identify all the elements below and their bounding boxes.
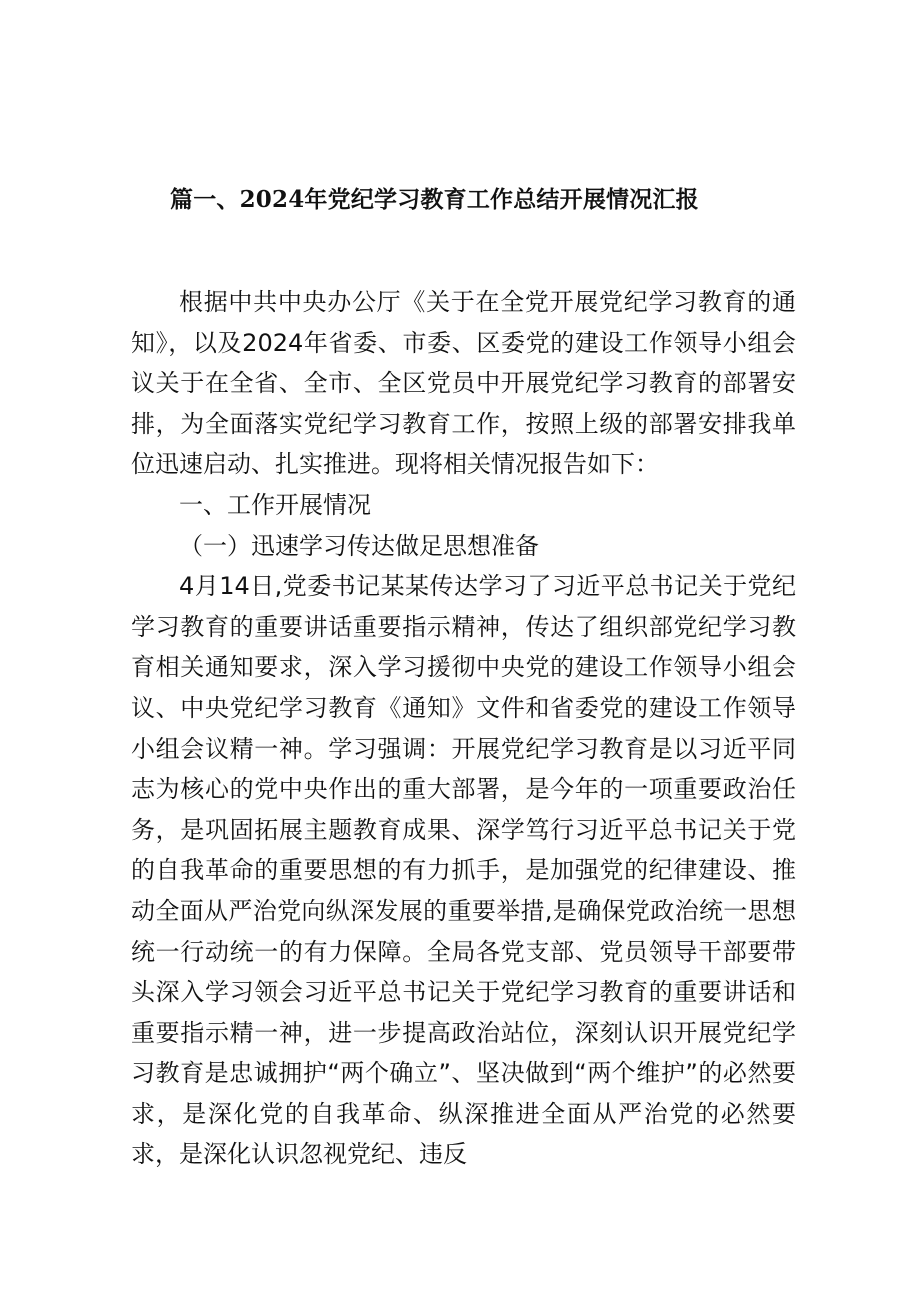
section-heading: 一、工作开展情况	[179, 490, 371, 519]
intro-paragraph: 根据中共中央办公厅《关于在全党开展党纪学习教育的通知》，以及2024年省委、市委、区委党的建设工作领导小组会议关于在全省、全市、全区党员中开展党纪学习教育的部署安排，为全面落实党纪学习教育工作，按照上级的部署安排我单位迅速启动、扎实推进。现将相关情况报告如下：	[131, 288, 796, 479]
subsection-heading: （一）迅速学习传达做足思想准备	[179, 531, 539, 560]
document-title: 篇一、2024年党纪学习教育工作总结开展情况汇报	[170, 186, 699, 213]
body-paragraph: 4月14日,党委书记某某传达学习了习近平总书记关于党纪学习教育的重要讲话重要指示精神，传达了组织部党纪学习教育相关通知要求，深入学习援彻中央党的建设工作领导小组会议、中央党纪学习教育《通知》文件和省委党的建设工作领导小组会议精一神。学习强调：开展党纪学习教育是以习近平同志为核心的党中央作出的重大部署，是今年的一项重要政治任务，是巩固拓展主题教育成果、深学笃行习近平总书记关于党的自我革命的重要思想的有力抓手，是加强党的纪律建设、推动全面从严治党向纵深发展的重要举措,是确保党政治统一思想统一行动统一的有力保障。全局各党支部、党员领导干部要带头深入学习领会习近平总书记关于党纪学习教育的重要讲话和重要指示精一神，进一步提高政治站位，深刻认识开展党纪学习教育是忠诚拥护“两个确立”、坚决做到“两个维护”的必然要求，是深化党的自我革命、纵深推进全面从严治党的必然要求，是深化认识忽视党纪、违反	[131, 572, 796, 1169]
document-body	[131, 282, 796, 1175]
